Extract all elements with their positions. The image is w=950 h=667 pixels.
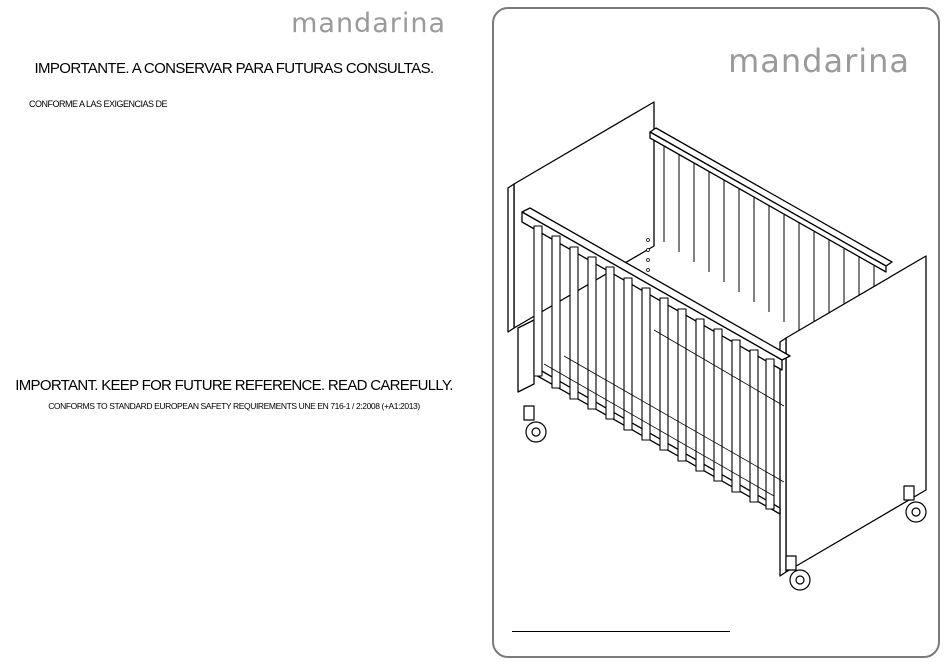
english-conformity-text: CONFORMS TO STANDARD EUROPEAN SAFETY REQUIREMENTS UNE EN 716-1 / 2:2008 (+A1:2013) [48,401,420,411]
brand-logo-right: mandarina [728,42,910,80]
spanish-conformity-text: CONFORME A LAS EXIGENCIAS DE [29,99,168,109]
cover-page-frame [492,7,940,658]
signature-line [512,631,730,632]
brand-logo-left: mandarina [291,8,446,39]
english-heading: IMPORTANT. KEEP FOR FUTURE REFERENCE. READ CAREFULLY. [15,377,453,394]
spanish-heading: IMPORTANTE. A CONSERVAR PARA FUTURAS CONSULTAS. [34,60,434,77]
crib-illustration [504,94,929,604]
